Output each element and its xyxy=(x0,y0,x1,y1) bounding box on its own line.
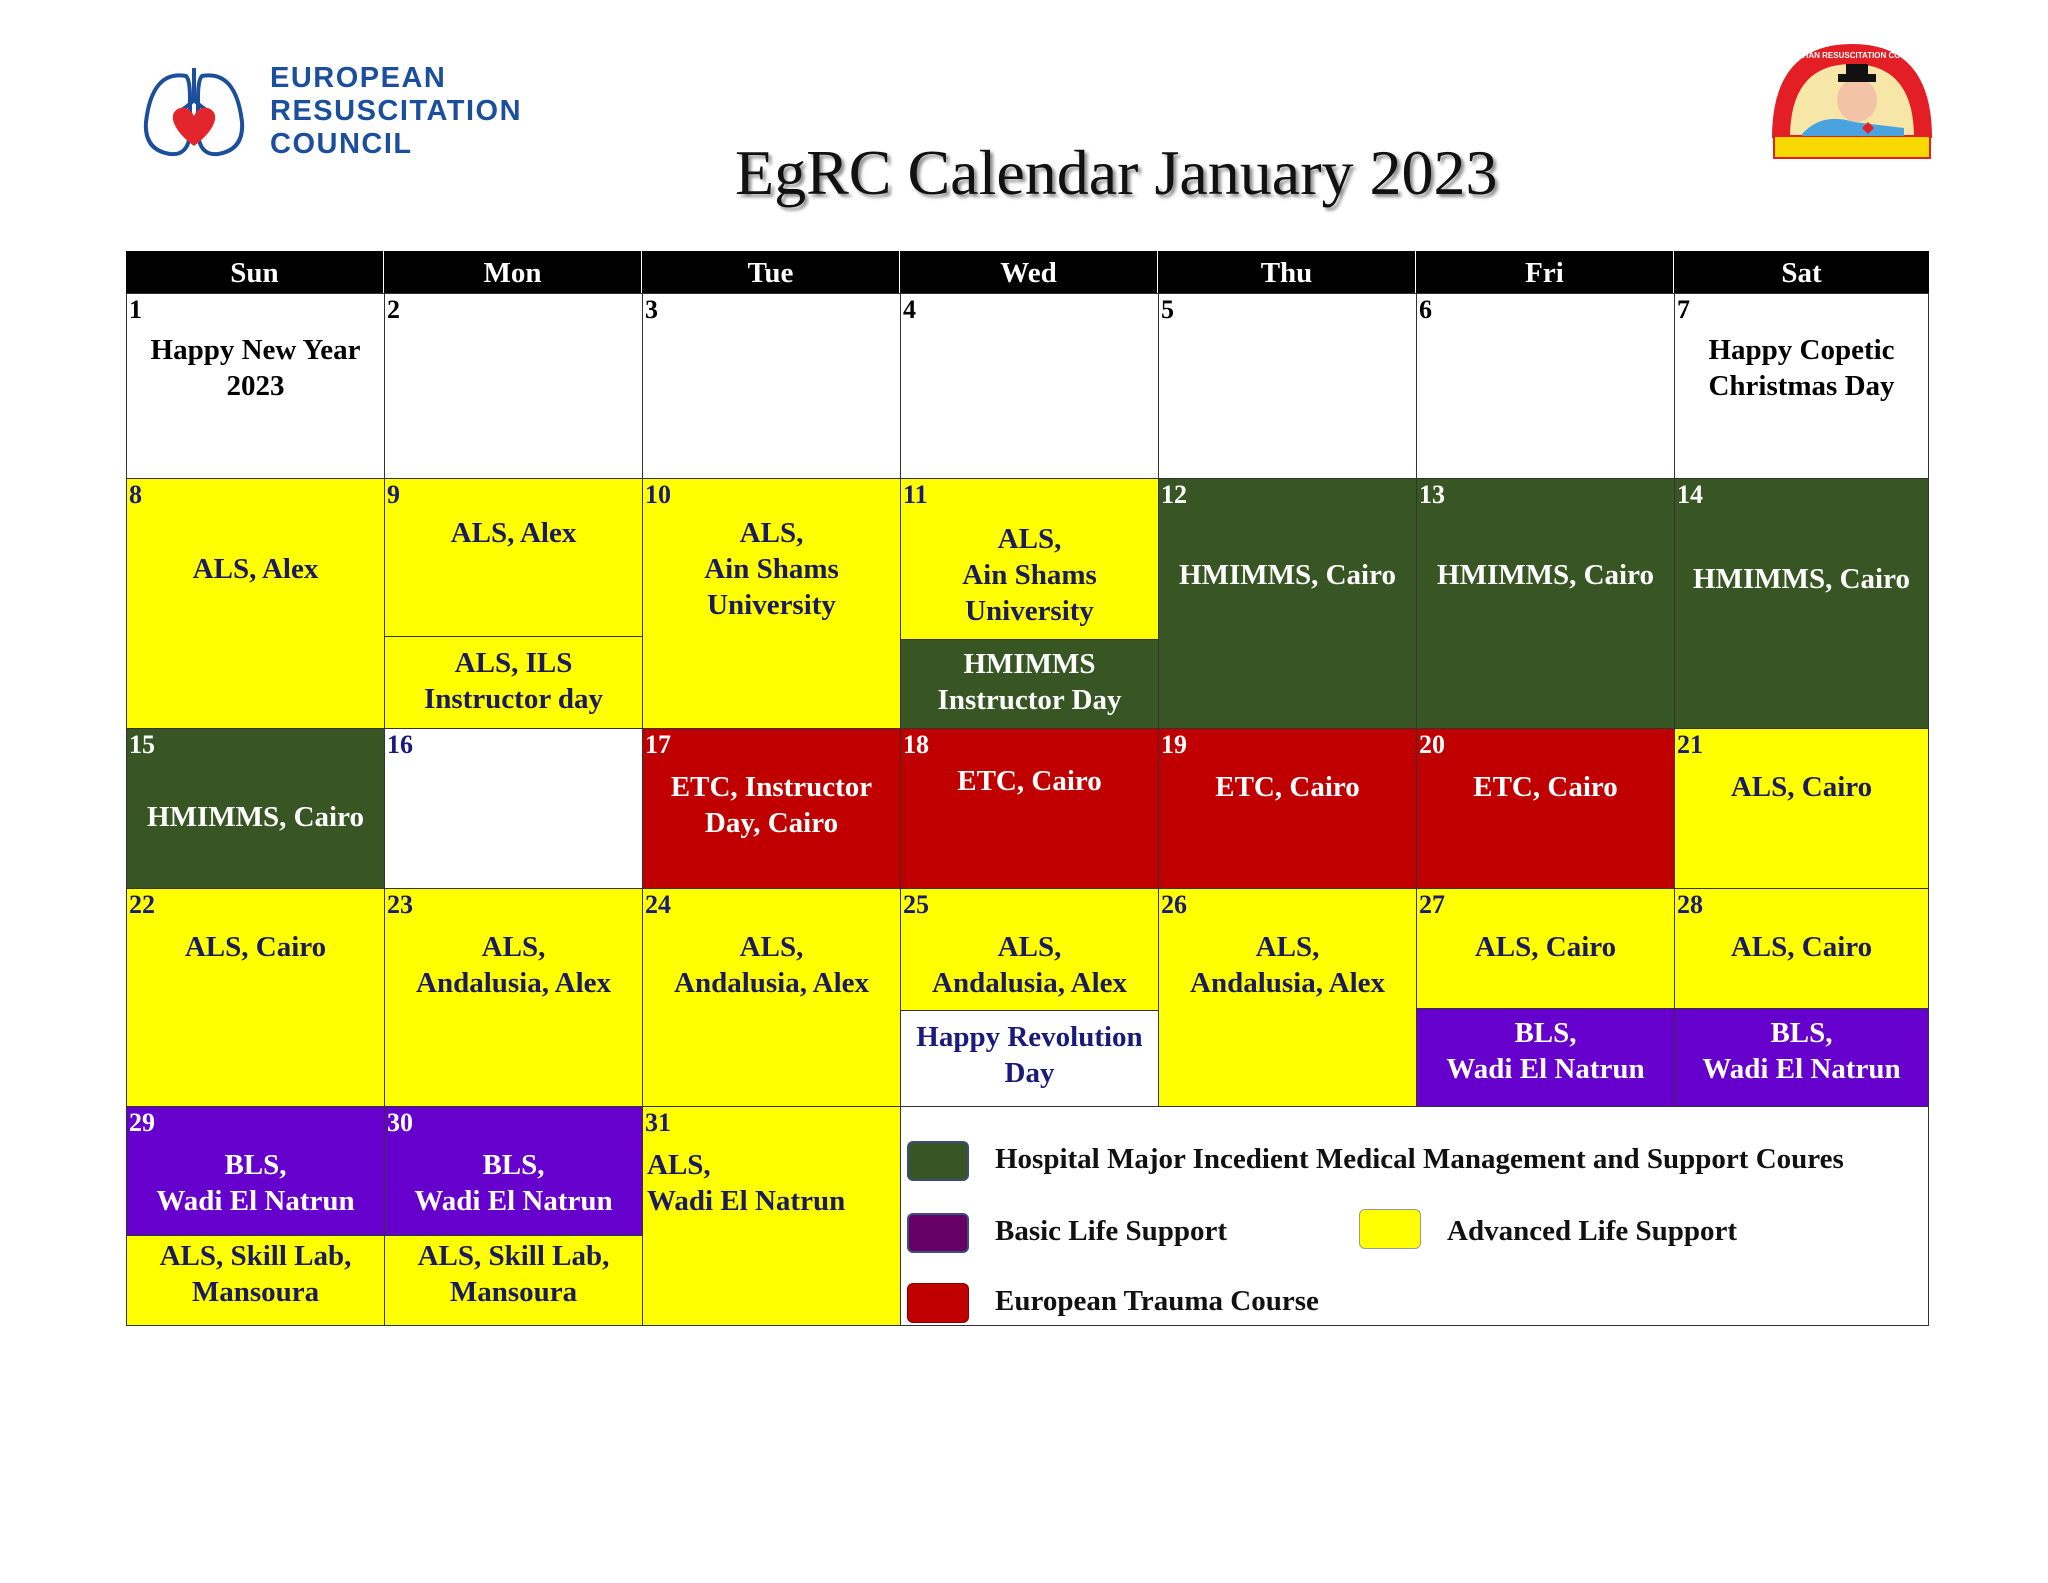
event-label: ALS, Cairo xyxy=(184,931,327,963)
day-number: 26 xyxy=(1161,890,1187,919)
day-cell-8 xyxy=(126,478,385,729)
day-number: 23 xyxy=(387,890,413,919)
day-cell-25-event-2 xyxy=(900,1010,1159,1107)
day-number: 20 xyxy=(1419,730,1445,759)
day-number: 29 xyxy=(129,1108,155,1137)
event-label: ALS, Wadi El Natrun xyxy=(647,1149,846,1217)
event-label: ALS, Cairo xyxy=(1474,931,1617,963)
day-number: 27 xyxy=(1419,890,1445,919)
day-cell-11-event-2 xyxy=(900,639,1159,729)
event-label: ALS, Alex xyxy=(192,553,319,585)
day-cell-26 xyxy=(1158,888,1417,1107)
day-number: 7 xyxy=(1677,295,1690,324)
erc-logo-text: EUROPEAN RESUSCITATION COUNCIL xyxy=(270,62,523,160)
event-label: ALS, Andalusia, Alex xyxy=(1190,931,1385,999)
day-cell-29 xyxy=(126,1106,385,1236)
event-label: ALS, Ain Shams University xyxy=(704,517,839,621)
event-label: ALS, ILS Instructor day xyxy=(423,647,604,715)
day-number: 28 xyxy=(1677,890,1703,919)
day-number: 18 xyxy=(903,730,929,759)
day-cell-10 xyxy=(642,478,901,729)
event-label: Happy Revolution Day xyxy=(916,1021,1143,1089)
day-cell-29-event-2 xyxy=(126,1235,385,1326)
day-cell-28 xyxy=(1674,888,1929,1009)
event-label: Happy New Year 2023 xyxy=(150,334,361,402)
event-label: BLS, Wadi El Natrun xyxy=(1702,1017,1901,1085)
day-number: 16 xyxy=(387,730,413,759)
event-label: HMIMMS Instructor Day xyxy=(937,648,1122,716)
day-number: 15 xyxy=(129,730,155,759)
day-cell-16 xyxy=(384,728,643,889)
day-cell-28-event-2 xyxy=(1674,1008,1929,1107)
lungs-heart-icon xyxy=(140,62,255,162)
day-cell-30-event-2 xyxy=(384,1235,643,1326)
day-number: 12 xyxy=(1161,480,1187,509)
weekday-header-fri: Fri xyxy=(1416,251,1674,293)
weekday-header-tue: Tue xyxy=(642,251,900,293)
legend-swatch-hmimms xyxy=(907,1141,969,1181)
day-cell-17 xyxy=(642,728,901,889)
day-cell-14 xyxy=(1674,478,1929,729)
event-label: BLS, Wadi El Natrun xyxy=(414,1149,613,1217)
legend-swatch-etc xyxy=(907,1283,969,1323)
day-cell-27-event-2 xyxy=(1416,1008,1675,1107)
weekday-header-sun: Sun xyxy=(126,251,384,293)
day-cell-19 xyxy=(1158,728,1417,889)
day-cell-7 xyxy=(1674,293,1929,479)
event-label: ALS, Andalusia, Alex xyxy=(416,931,611,999)
day-cell-9-event-2 xyxy=(384,636,643,729)
page-title: EgRC Calendar January 2023 xyxy=(735,137,1498,208)
day-cell-30 xyxy=(384,1106,643,1236)
day-number: 8 xyxy=(129,480,142,509)
day-number: 14 xyxy=(1677,480,1703,509)
day-cell-22 xyxy=(126,888,385,1107)
event-label: ETC, Cairo xyxy=(957,765,1102,797)
day-number: 24 xyxy=(645,890,671,919)
erc-logo xyxy=(140,62,550,162)
day-number: 10 xyxy=(645,480,671,509)
day-number: 3 xyxy=(645,295,658,324)
day-cell-2 xyxy=(384,293,643,479)
day-number: 1 xyxy=(129,295,142,324)
day-number: 21 xyxy=(1677,730,1703,759)
day-cell-13 xyxy=(1416,478,1675,729)
event-label: ETC, Cairo xyxy=(1215,771,1360,803)
weekday-header-mon: Mon xyxy=(384,251,642,293)
day-cell-24 xyxy=(642,888,901,1107)
event-label: ALS, Alex xyxy=(450,517,577,549)
event-label: BLS, Wadi El Natrun xyxy=(1446,1017,1645,1085)
day-number: 5 xyxy=(1161,295,1174,324)
event-label: ALS, Cairo xyxy=(1730,771,1873,803)
day-cell-31 xyxy=(642,1106,901,1326)
day-cell-21 xyxy=(1674,728,1929,889)
day-cell-11 xyxy=(900,478,1159,640)
day-number: 9 xyxy=(387,480,400,509)
weekday-header-wed: Wed xyxy=(900,251,1158,293)
calendar-grid xyxy=(126,251,1929,1326)
day-number: 17 xyxy=(645,730,671,759)
day-cell-5 xyxy=(1158,293,1417,479)
day-number: 22 xyxy=(129,890,155,919)
day-cell-3 xyxy=(642,293,901,479)
day-number: 4 xyxy=(903,295,916,324)
day-number: 11 xyxy=(903,480,928,509)
day-number: 19 xyxy=(1161,730,1187,759)
day-cell-4 xyxy=(900,293,1159,479)
svg-text:EGYPTIAN RESUSCITATION COUNCIL: EGYPTIAN RESUSCITATION COUNCIL xyxy=(1779,51,1925,60)
egrc-logo xyxy=(1762,38,1942,163)
day-cell-12 xyxy=(1158,478,1417,729)
day-number: 30 xyxy=(387,1108,413,1137)
event-label: HMIMMS, Cairo xyxy=(1437,559,1654,591)
event-label: ALS, Andalusia, Alex xyxy=(674,931,869,999)
event-label: ETC, Instructor Day, Cairo xyxy=(670,771,873,839)
event-label: BLS, Wadi El Natrun xyxy=(156,1149,355,1217)
event-label: HMIMMS, Cairo xyxy=(1179,559,1396,591)
day-number: 2 xyxy=(387,295,400,324)
legend-swatch-bls xyxy=(907,1213,969,1253)
day-cell-15 xyxy=(126,728,385,889)
day-number: 25 xyxy=(903,890,929,919)
event-label: ALS, Skill Lab, Mansoura xyxy=(159,1240,352,1308)
day-cell-27 xyxy=(1416,888,1675,1009)
event-label: ETC, Cairo xyxy=(1473,771,1618,803)
event-label: HMIMMS, Cairo xyxy=(147,801,364,833)
legend-label-als: Advanced Life Support xyxy=(1447,1215,1738,1247)
event-label: HMIMMS, Cairo xyxy=(1693,563,1910,595)
legend-label-etc: European Trauma Course xyxy=(995,1285,1319,1317)
event-label: ALS, Andalusia, Alex xyxy=(932,931,1127,999)
weekday-header-sat: Sat xyxy=(1674,251,1929,293)
day-cell-23 xyxy=(384,888,643,1107)
event-label: ALS, Cairo xyxy=(1730,931,1873,963)
day-cell-18 xyxy=(900,728,1159,889)
legend-label-hmimms: Hospital Major Incedient Medical Management and Support Coures xyxy=(995,1143,1844,1175)
event-label: Happy Copetic Christmas Day xyxy=(1708,334,1895,402)
day-cell-6 xyxy=(1416,293,1675,479)
day-number: 31 xyxy=(645,1108,671,1137)
event-label: ALS, Ain Shams University xyxy=(962,523,1097,627)
day-cell-9 xyxy=(384,478,643,637)
day-cell-25 xyxy=(900,888,1159,1011)
day-cell-1 xyxy=(126,293,385,479)
weekday-header-thu: Thu xyxy=(1158,251,1416,293)
legend xyxy=(900,1106,1929,1326)
day-cell-20 xyxy=(1416,728,1675,889)
legend-label-bls: Basic Life Support xyxy=(995,1215,1228,1247)
day-number: 6 xyxy=(1419,295,1432,324)
legend-swatch-als xyxy=(1359,1209,1421,1249)
event-label: ALS, Skill Lab, Mansoura xyxy=(417,1240,610,1308)
day-number: 13 xyxy=(1419,480,1445,509)
